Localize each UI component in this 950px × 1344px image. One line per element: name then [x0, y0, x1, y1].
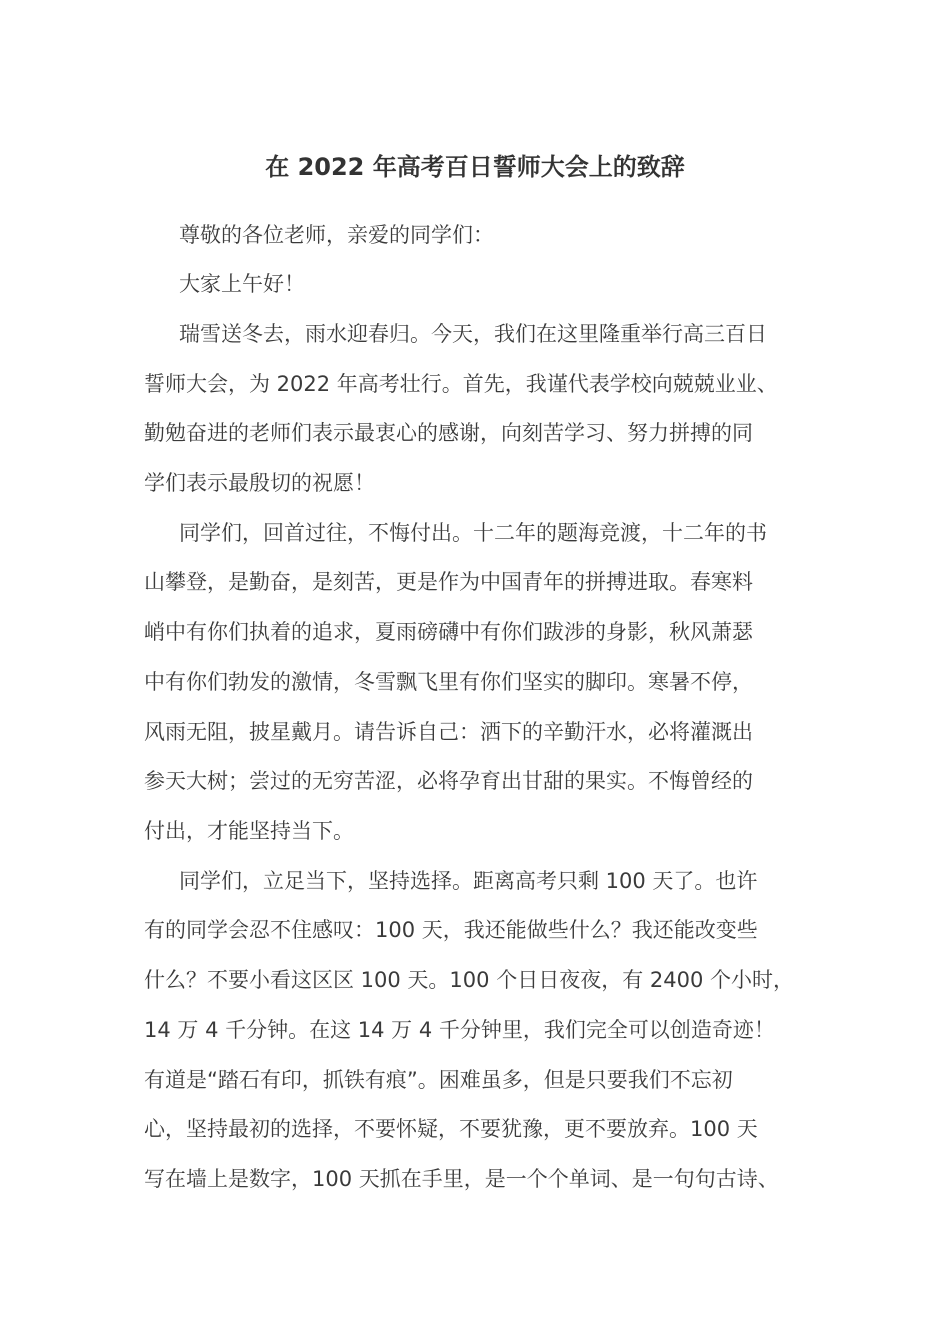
- paragraph-line: 山攀登，是勤奋，是刻苦，更是作为中国青年的拼搏进取。春寒料: [144, 570, 753, 594]
- greeting-line: 大家上午好！: [179, 272, 305, 296]
- document-title: 在 2022 年高考百日誓师大会上的致辞: [265, 153, 685, 181]
- paragraph-line: 中有你们勃发的激情，冬雪飘飞里有你们坚实的脚印。寒暑不停，: [144, 670, 753, 694]
- salutation-line: 尊敬的各位老师，亲爱的同学们：: [179, 223, 494, 247]
- paragraph-line: 14 万 4 千分钟。在这 14 万 4 千分钟里，我们完全可以创造奇迹！: [144, 1018, 775, 1042]
- paragraph-line: 有道是“踏石有印，抓铁有痕”。困难虽多，但是只要我们不忘初: [144, 1068, 733, 1092]
- paragraph-line: 心，坚持最初的选择，不要怀疑，不要犹豫，更不要放弃。100 天: [144, 1117, 758, 1141]
- paragraph-line: 同学们，回首过往，不悔付出。十二年的题海竞渡，十二年的书: [179, 521, 767, 545]
- paragraph-line: 什么？不要小看这区区 100 天。100 个日日夜夜，有 2400 个小时，: [144, 968, 794, 992]
- paragraph-line: 写在墙上是数字，100 天抓在手里，是一个个单词、是一句句古诗、: [144, 1167, 779, 1191]
- paragraph-line: 勤勉奋进的老师们表示最衷心的感谢，向刻苦学习、努力拼搏的同: [144, 421, 753, 445]
- paragraph-line: 峭中有你们执着的追求，夏雨磅礴中有你们跋涉的身影，秋风萧瑟: [144, 620, 753, 644]
- paragraph-line: 誓师大会，为 2022 年高考壮行。首先，我谨代表学校向兢兢业业、: [144, 372, 778, 396]
- paragraph-line: 瑞雪送冬去，雨水迎春归。今天，我们在这里隆重举行高三百日: [179, 322, 767, 346]
- paragraph-line: 有的同学会忍不住感叹：100 天，我还能做些什么？我还能改变些: [144, 918, 758, 942]
- paragraph-line: 付出，才能坚持当下。: [144, 819, 354, 843]
- paragraph-line: 同学们，立足当下，坚持选择。距离高考只剩 100 天了。也许: [179, 869, 758, 893]
- paragraph-line: 参天大树；尝过的无穷苦涩，必将孕育出甘甜的果实。不悔曾经的: [144, 769, 753, 793]
- paragraph-line: 学们表示最殷切的祝愿！: [144, 471, 375, 495]
- paragraph-line: 风雨无阻，披星戴月。请告诉自己：洒下的辛勤汗水，必将灌溉出: [144, 720, 753, 744]
